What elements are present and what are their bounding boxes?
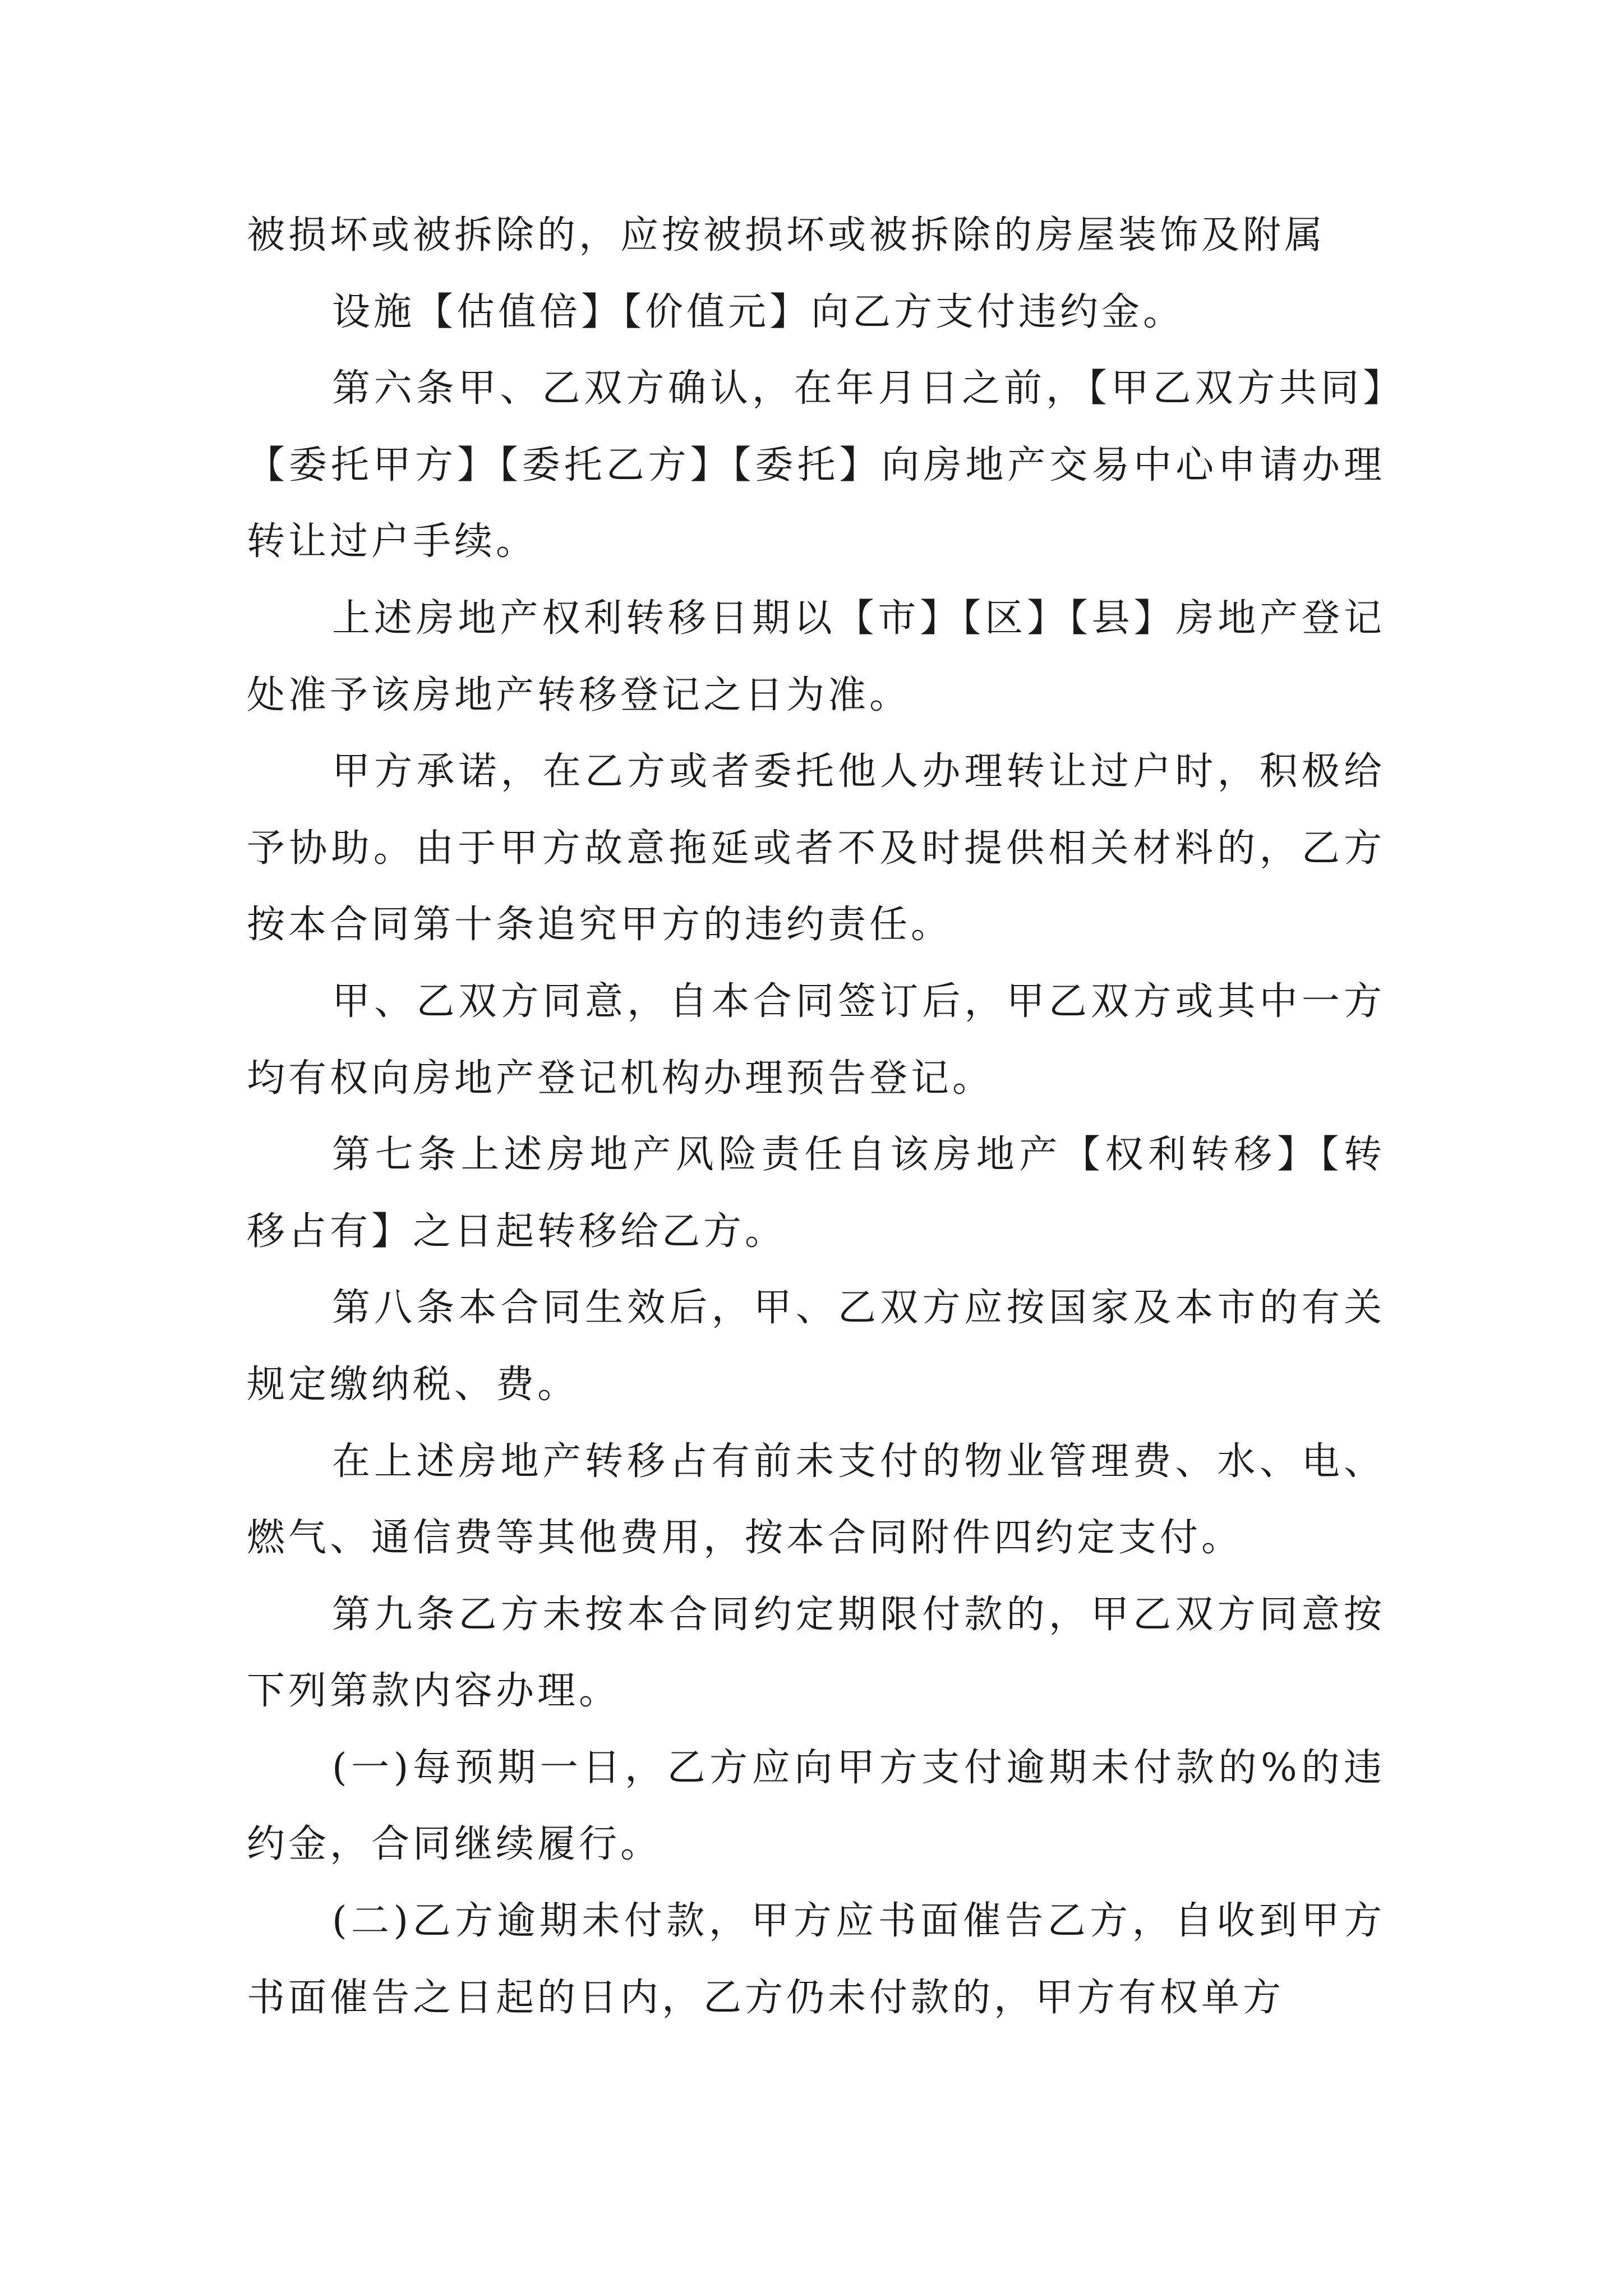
paragraph-transfer-date: 上述房地产权利转移日期以【市】【区】【县】房地产登记处准予该房地产转移登记之日为准。 — [247, 596, 1385, 717]
paragraph-party-a-commitment: 甲方承诺，在乙方或者委托他人办理转让过户时，积极给予协助。由于甲方故意拖延或者不及时提供相关材料的，乙方按本合同第十条追究甲方的违约责任。 — [247, 749, 1385, 947]
paragraph-item-1: (一)每预期一日，乙方应向甲方支付逾期未付款的%的违约金，合同继续履行。 — [247, 1745, 1385, 1867]
paragraph-continuation: 被损坏或被拆除的，应按被损坏或被拆除的房屋装饰及附属 — [247, 213, 1326, 257]
paragraph-article-8: 第八条本合同生效后，甲、乙双方应按国家及本市的有关规定缴纳税、费。 — [247, 1286, 1385, 1407]
paragraph-article-6: 第六条甲、乙双方确认，在年月日之前，【甲乙双方共同】【委托甲方】【委托乙方】【委托】向房地产交易中心申请办理转让过户手续。 — [247, 366, 1385, 564]
contract-body-text — [247, 197, 1385, 2036]
paragraph-unpaid-fees: 在上述房地产转移占有前未支付的物业管理费、水、电、燃气、通信费等其他费用，按本合同附件四约定支付。 — [247, 1439, 1385, 1561]
paragraph-advance-registration: 甲、乙双方同意，自本合同签订后，甲乙双方或其中一方均有权向房地产登记机构办理预告登记。 — [247, 979, 1385, 1101]
paragraph-article-7: 第七条上述房地产风险责任自该房地产【权利转移】【转移占有】之日起转移给乙方。 — [247, 1133, 1385, 1254]
paragraph-penalty-payment: 设施【估值倍】【价值元】向乙方支付违约金。 — [332, 289, 1185, 334]
paragraph-article-9: 第九条乙方未按本合同约定期限付款的，甲乙双方同意按下列第款内容办理。 — [247, 1592, 1385, 1714]
paragraph-item-2: (二)乙方逾期未付款，甲方应书面催告乙方，自收到甲方书面催告之日起的日内，乙方仍未付款的，甲方有权单方 — [247, 1899, 1385, 2020]
